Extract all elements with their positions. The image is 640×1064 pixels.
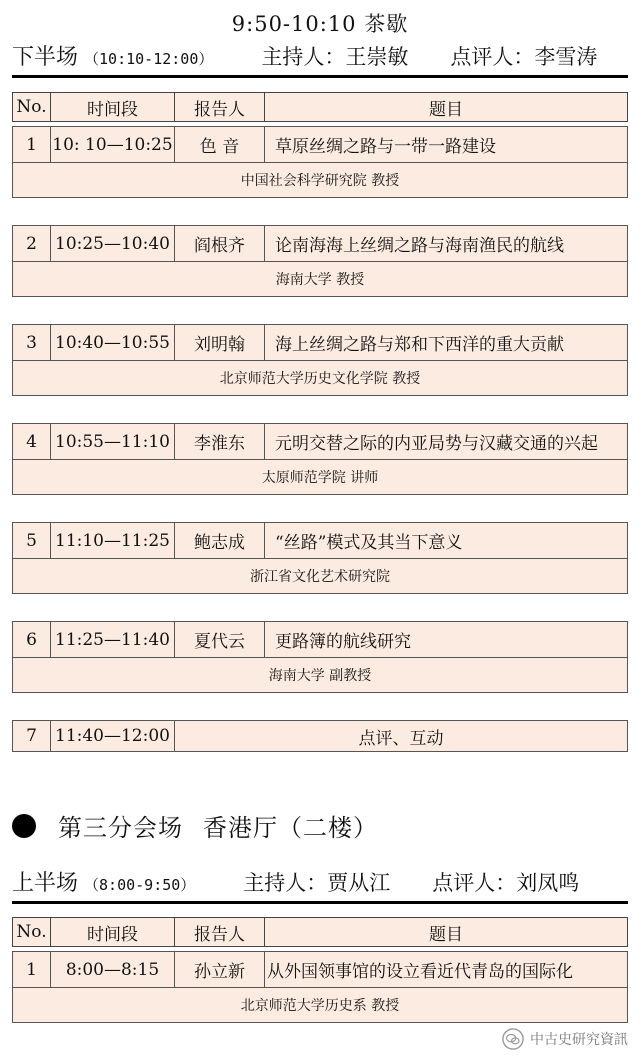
row-time: 8:00—8:15	[51, 952, 175, 987]
session-name: 下半场	[12, 45, 79, 70]
row-speaker: 色 音	[175, 127, 265, 162]
table-row	[12, 423, 628, 495]
session-time: （8:00-9:50）	[84, 876, 196, 894]
row-speaker: 阎根齐	[175, 226, 265, 261]
session-critic: 点评人：李雪涛	[450, 45, 598, 69]
row-affiliation: 中国社会科学研究院 教授	[240, 173, 400, 189]
row-no: 6	[13, 622, 51, 657]
row-topic: 元明交替之际的内亚局势与汉藏交通的兴起	[275, 434, 598, 454]
row-no: 7	[13, 721, 51, 751]
row-topic: 论南海海上丝绸之路与海南渔民的航线	[275, 236, 564, 256]
row-affiliation: 海南大学 教授	[275, 272, 365, 288]
table-row	[12, 522, 628, 594]
row-affiliation: 海南大学 副教授	[268, 668, 372, 684]
row-time: 10:55—11:10	[51, 424, 175, 459]
row-speaker: 孙立新	[175, 952, 265, 987]
session-host: 主持人：王崇敏	[261, 45, 409, 69]
row-affiliation: 浙江省文化艺术研究院	[250, 569, 390, 585]
header-speaker: 报告人	[175, 93, 265, 121]
row-topic: 海上丝绸之路与郑和下西洋的重大贡献	[275, 335, 564, 355]
watermark	[502, 1028, 628, 1050]
row-time: 11:40—12:00	[51, 721, 175, 751]
row-speaker: 鲍志成	[175, 523, 265, 558]
row-no: 2	[13, 226, 51, 261]
row-topic: 更路簿的航线研究	[275, 632, 411, 652]
row-no: 3	[13, 325, 51, 360]
row-speaker: 刘明翰	[175, 325, 265, 360]
section-hall: 香港厅（二楼）	[203, 814, 378, 842]
row-affiliation: 北京师范大学历史文化学院 教授	[219, 371, 421, 387]
section-title: 第三分会场	[58, 814, 183, 842]
header-no: No.	[13, 93, 51, 121]
row-topic: 点评、互动	[358, 728, 444, 749]
table-row	[12, 126, 628, 198]
table-row	[12, 225, 628, 297]
row-affiliation: 北京师范大学历史系 教授	[240, 998, 400, 1014]
row-no: 5	[13, 523, 51, 558]
session-line-am	[12, 870, 628, 904]
header-time: 时间段	[51, 918, 175, 946]
header-topic: 题目	[429, 924, 463, 945]
table-header	[12, 917, 628, 947]
table-row	[12, 324, 628, 396]
row-time: 10: 10—10:25	[51, 127, 175, 162]
watermark-text: 中古史研究資訊	[530, 1032, 628, 1048]
session-line-pm	[12, 44, 628, 78]
bullet-icon	[12, 814, 36, 838]
table-header	[12, 92, 628, 122]
table-row-closing	[12, 720, 628, 752]
session-critic: 点评人：刘凤鸣	[432, 871, 580, 895]
section-heading	[12, 808, 378, 843]
session-host: 主持人：贾从江	[243, 871, 391, 895]
row-topic: 从外国领事馆的设立看近代青岛的国际化	[267, 962, 573, 982]
row-time: 11:10—11:25	[51, 523, 175, 558]
header-speaker: 报告人	[175, 918, 265, 946]
wechat-icon	[502, 1028, 524, 1050]
row-topic: “丝路”模式及其当下意义	[275, 533, 463, 553]
break-title: 9:50-10:10 茶歇	[231, 12, 409, 36]
header-topic: 题目	[429, 99, 463, 120]
row-time: 10:25—10:40	[51, 226, 175, 261]
header-no: No.	[13, 918, 51, 946]
row-topic: 草原丝绸之路与一带一路建设	[275, 137, 496, 157]
row-time: 11:25—11:40	[51, 622, 175, 657]
row-speaker: 李淮东	[175, 424, 265, 459]
row-no: 1	[13, 127, 51, 162]
row-no: 4	[13, 424, 51, 459]
row-no: 1	[13, 952, 51, 987]
row-affiliation: 太原师范学院 讲师	[261, 470, 379, 486]
table-row	[12, 621, 628, 693]
table-row	[12, 951, 628, 1023]
session-time: （10:10-12:00）	[84, 50, 214, 68]
row-time: 10:40—10:55	[51, 325, 175, 360]
header-time: 时间段	[51, 93, 175, 121]
row-speaker: 夏代云	[175, 622, 265, 657]
session-name: 上半场	[12, 871, 79, 896]
